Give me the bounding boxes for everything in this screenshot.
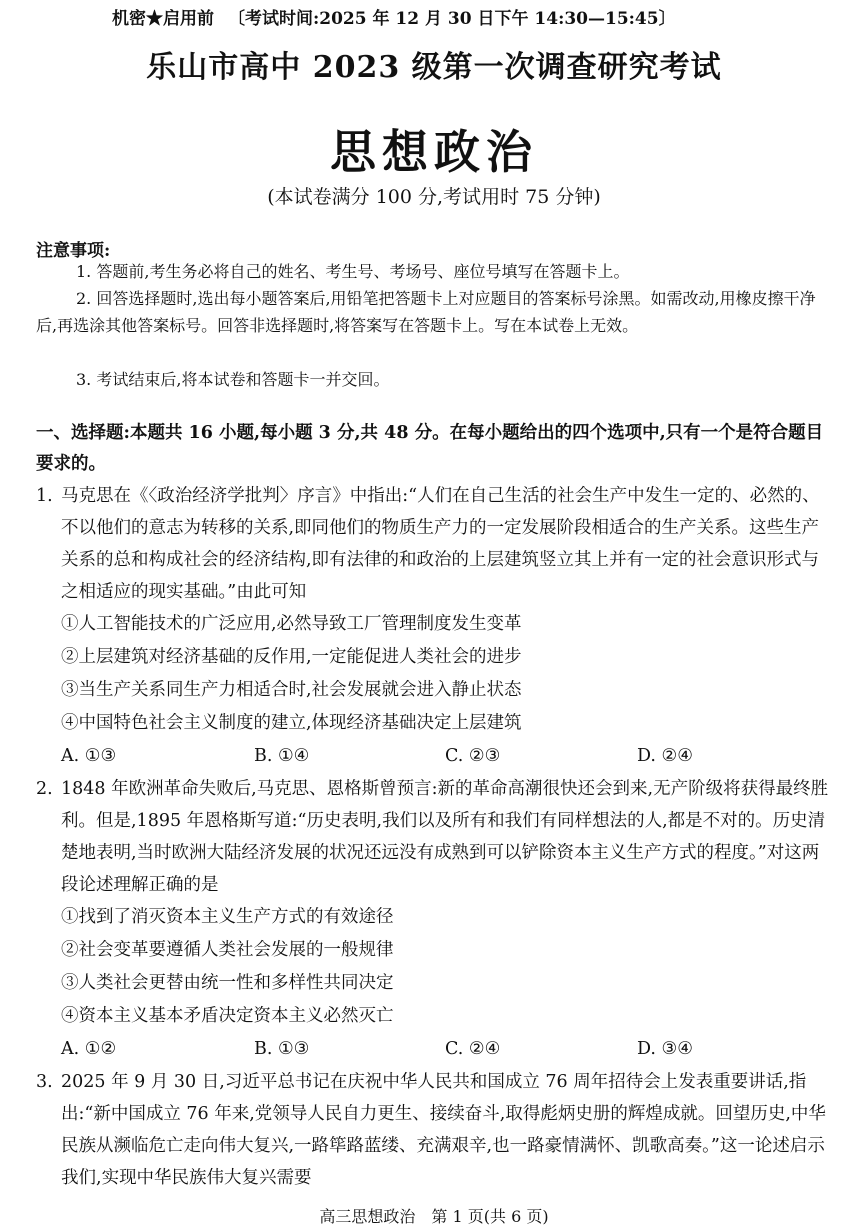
question-stem: 2025 年 9 月 30 日,习近平总书记在庆祝中华人民共和国成立 76 周年招待会上发表重要讲话,指出:“新中国成立 76 年来,党领导人民自力更生、接续奋斗,取得彪炳史册的辉煌成就。回望历史,中华民族从濒临危亡走向伟大复兴,一路筚路蓝缕、充满艰辛,也一路豪情满怀、凯歌高奏。”这一论述启示我们,实现中华民族伟大复兴需要 <box>61 1072 826 1188</box>
question-2 <box>36 773 836 901</box>
notice-item: 1. 答题前,考生务必将自己的姓名、考生号、考场号、座位号填写在答题卡上。 <box>76 262 630 281</box>
statement-option: ③人类社会更替由统一性和多样性共同决定 <box>61 973 394 993</box>
question-1 <box>36 480 836 608</box>
notice-item: 2. 回答选择题时,选出每小题答案后,用铅笔把答题卡上对应题目的答案标号涂黑。如需改动,用橡皮擦干净后,再选涂其他答案标号。回答非选择题时,将答案写在答题卡上。写在本试卷上无效。 <box>36 289 816 335</box>
choice-d: D. ③④ <box>637 1039 693 1059</box>
question-number: 1. <box>36 486 53 506</box>
choice-b: B. ①③ <box>254 1039 310 1059</box>
header-line <box>112 4 676 29</box>
statement-option: ④中国特色社会主义制度的建立,体现经济基础决定上层建筑 <box>61 713 522 733</box>
choice-a: A. ①② <box>61 1039 117 1059</box>
statement-option: ③当生产关系同生产力相适合时,社会发展就会进入静止状态 <box>61 680 522 700</box>
statement-option: ①找到了消灭资本主义生产方式的有效途径 <box>61 907 394 927</box>
question-stem: 马克思在《〈政治经济学批判〉序言》中指出:“人们在自己生活的社会生产中发生一定的、必然的、不以他们的意志为转移的关系,即同他们的物质生产力的一定发展阶段相适合的生产关系。这些生产关系的总和构成社会的经济结构,即有法律的和政治的上层建筑竖立其上并有一定的社会意识形式与之相适应的现实基础。”由此可知 <box>61 486 820 602</box>
choice-c: C. ②③ <box>445 746 501 766</box>
question-3 <box>36 1066 836 1194</box>
statement-option: ①人工智能技术的广泛应用,必然导致工厂管理制度发生变革 <box>61 614 522 634</box>
choice-c: C. ②④ <box>445 1039 501 1059</box>
school-title: 乐山市高中 2023 级第一次调查研究考试 <box>146 50 722 85</box>
choice-b: B. ①④ <box>254 746 310 766</box>
secret-mark: 机密★启用前 <box>112 9 214 29</box>
notice-item: 3. 考试结束后,将本试卷和答题卡一并交回。 <box>76 370 390 389</box>
notice-title: 注意事项: <box>36 241 111 261</box>
section-title: 一、选择题:本题共 16 小题,每小题 3 分,共 48 分。在每小题给出的四个选项中,只有一个是符合题目要求的。 <box>36 423 824 474</box>
score-info: (本试卷满分 100 分,考试用时 75 分钟) <box>267 186 601 208</box>
question-stem: 1848 年欧洲革命失败后,马克思、恩格斯曾预言:新的革命高潮很快还会到来,无产阶级将获得最终胜利。但是,1895 年恩格斯写道:“历史表明,我们以及所有和我们有同样想法的人,都是不对的。历史清楚地表明,当时欧洲大陆经济发展的状况还远没有成熟到可以铲除资本主义生产方式的程度。”对这两段论述理解正确的是 <box>61 779 829 895</box>
choice-d: D. ②④ <box>637 746 693 766</box>
exam-time: 〔考试时间:2025 年 12 月 30 日下午 14:30—15:45〕 <box>228 9 676 29</box>
question-number: 3. <box>36 1072 53 1092</box>
statement-option: ②社会变革要遵循人类社会发展的一般规律 <box>61 940 394 960</box>
subject-title: 思想政治 <box>330 125 538 179</box>
question-number: 2. <box>36 779 53 799</box>
statement-option: ②上层建筑对经济基础的反作用,一定能促进人类社会的进步 <box>61 647 522 667</box>
page-footer: 高三思想政治 第 1 页(共 6 页) <box>319 1207 549 1226</box>
statement-option: ④资本主义基本矛盾决定资本主义必然灭亡 <box>61 1006 394 1026</box>
choice-a: A. ①③ <box>61 746 117 766</box>
